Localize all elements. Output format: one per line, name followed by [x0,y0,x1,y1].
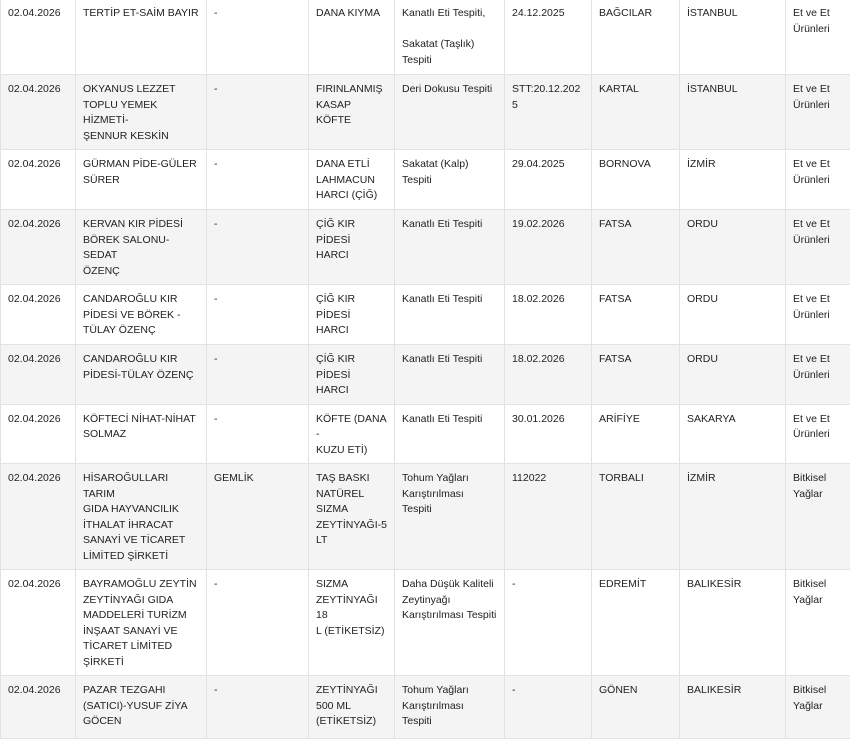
date-cell-text: 02.04.2026 [8,6,69,22]
batch-cell-text: 30.01.2026 [512,412,585,428]
product-group-cell-text: Bitkisel Yağlar [793,471,844,502]
batch-cell [505,404,592,464]
brand-cell-text: - [214,352,302,368]
batch-cell [505,676,592,739]
product-cell [309,0,395,75]
city-cell [680,210,786,285]
table-row [1,285,850,345]
batch-cell [505,285,592,345]
product-group-cell [786,0,850,75]
district-cell-text: FATSA [599,352,673,368]
date-cell [1,285,76,345]
table-row [1,464,850,570]
product-group-cell [786,285,850,345]
brand-cell [207,570,309,676]
date-cell [1,210,76,285]
date-cell-text: 02.04.2026 [8,412,69,428]
violation-cell [395,285,505,345]
violation-cell [395,345,505,405]
district-cell-text: ARİFİYE [599,412,673,428]
product-cell [309,676,395,739]
company-cell [76,345,207,405]
city-cell-text: İZMİR [687,471,779,487]
city-cell-text: ORDU [687,352,779,368]
product-group-cell [786,404,850,464]
brand-cell [207,676,309,739]
company-cell-text: GÜRMAN PİDE-GÜLER SÜRER [83,157,200,188]
district-cell [592,0,680,75]
product-cell [309,464,395,570]
product-group-cell-text: Bitkisel Yağlar [793,577,844,608]
table-row [1,404,850,464]
product-group-cell-text: Bitkisel Yağlar [793,683,844,714]
city-cell-text: ORDU [687,292,779,308]
product-cell [309,404,395,464]
city-cell-text: İSTANBUL [687,82,779,98]
date-cell [1,676,76,739]
violation-cell [395,150,505,210]
district-cell [592,404,680,464]
date-cell [1,464,76,570]
district-cell-text: GÖNEN [599,683,673,699]
violation-cell-text: Tohum Yağları Karıştırılması Tespiti [402,471,498,518]
company-cell-text: PAZAR TEZGAHI (SATICI)-YUSUF ZİYA GÖCEN [83,683,200,730]
batch-cell-text: - [512,683,585,699]
company-cell-text: HİSAROĞULLARI TARIM GIDA HAYVANCILIK İTHALAT İHRACAT SANAYİ VE TİCARET LİMİTED ŞİRKETİ [83,471,200,564]
batch-cell [505,210,592,285]
city-cell [680,345,786,405]
product-cell [309,285,395,345]
table-row [1,210,850,285]
district-cell [592,676,680,739]
batch-cell [505,464,592,570]
company-cell [76,404,207,464]
product-group-cell-text: Et ve Et Ürünleri [793,6,844,37]
brand-cell-text: - [214,577,302,593]
table-body [1,0,850,739]
city-cell [680,150,786,210]
product-cell-text: DANA ETLİ LAHMACUN HARCI (ÇİĞ) [316,157,388,204]
date-cell [1,150,76,210]
product-cell-text: ÇİĞ KIR PİDESİ HARCI [316,292,388,339]
brand-cell-text: GEMLİK [214,471,302,487]
product-group-cell-text: Et ve Et Ürünleri [793,217,844,248]
brand-cell [207,464,309,570]
date-cell [1,345,76,405]
district-cell-text: TORBALI [599,471,673,487]
batch-cell-text: STT:20.12.2025 [512,82,585,113]
city-cell [680,464,786,570]
violation-cell-text: Kanatlı Eti Tespiti, Sakatat (Taşlık) Tespiti [402,6,498,68]
violation-cell [395,570,505,676]
brand-cell-text: - [214,6,302,22]
district-cell [592,570,680,676]
violation-cell-text: Sakatat (Kalp) Tespiti [402,157,498,188]
company-cell [76,570,207,676]
batch-cell [505,0,592,75]
city-cell [680,0,786,75]
product-group-cell [786,676,850,739]
table-row [1,676,850,739]
violation-cell [395,210,505,285]
district-cell [592,210,680,285]
product-cell-text: TAŞ BASKI NATÜREL SIZMA ZEYTİNYAĞI-5 LT [316,471,388,549]
table-row [1,345,850,405]
date-cell-text: 02.04.2026 [8,577,69,593]
product-cell-text: SIZMA ZEYTİNYAĞI 18 L (ETİKETSİZ) [316,577,388,639]
company-cell-text: TERTİP ET-SAİM BAYIR [83,6,200,22]
district-cell-text: BORNOVA [599,157,673,173]
brand-cell-text: - [214,412,302,428]
batch-cell [505,75,592,150]
brand-cell-text: - [214,82,302,98]
batch-cell-text: - [512,577,585,593]
product-cell [309,345,395,405]
table-row [1,570,850,676]
product-cell [309,150,395,210]
city-cell [680,676,786,739]
city-cell [680,75,786,150]
company-cell-text: KERVAN KIR PİDESİ BÖREK SALONU-SEDAT ÖZENÇ [83,217,200,279]
date-cell [1,570,76,676]
batch-cell-text: 112022 [512,471,585,487]
product-group-cell [786,210,850,285]
batch-cell-text: 18.02.2026 [512,292,585,308]
brand-cell [207,210,309,285]
date-cell-text: 02.04.2026 [8,471,69,487]
product-cell-text: FIRINLANMIŞ KASAP KÖFTE [316,82,388,129]
product-cell [309,210,395,285]
product-group-cell [786,75,850,150]
batch-cell-text: 18.02.2026 [512,352,585,368]
district-cell [592,345,680,405]
product-cell-text: ÇİĞ KIR PİDESİ HARCI [316,217,388,264]
city-cell-text: SAKARYA [687,412,779,428]
batch-cell-text: 19.02.2026 [512,217,585,233]
brand-cell-text: - [214,292,302,308]
product-group-cell-text: Et ve Et Ürünleri [793,412,844,443]
batch-cell [505,570,592,676]
city-cell-text: BALIKESİR [687,683,779,699]
batch-cell-text: 29.04.2025 [512,157,585,173]
district-cell-text: BAĞCILAR [599,6,673,22]
city-cell-text: BALIKESİR [687,577,779,593]
product-cell-text: DANA KIYMA [316,6,388,22]
company-cell [76,0,207,75]
district-cell [592,150,680,210]
product-cell [309,570,395,676]
batch-cell [505,150,592,210]
violation-cell [395,676,505,739]
brand-cell [207,0,309,75]
product-cell-text: ZEYTİNYAĞI 500 ML (ETİKETSİZ) [316,683,388,730]
brand-cell [207,150,309,210]
product-group-cell [786,345,850,405]
city-cell-text: İZMİR [687,157,779,173]
district-cell-text: KARTAL [599,82,673,98]
date-cell [1,404,76,464]
product-group-cell-text: Et ve Et Ürünleri [793,157,844,188]
company-cell-text: BAYRAMOĞLU ZEYTİN ZEYTİNYAĞI GIDA MADDELERİ TURİZM İNŞAAT SANAYİ VE TİCARET LİMİTED ŞİRKETİ [83,577,200,670]
city-cell-text: İSTANBUL [687,6,779,22]
violation-cell [395,464,505,570]
city-cell [680,570,786,676]
district-cell [592,285,680,345]
violation-cell-text: Daha Düşük Kaliteli Zeytinyağı Karıştırılması Tespiti [402,577,498,624]
violation-cell-text: Kanatlı Eti Tespiti [402,412,498,428]
product-cell-text: KÖFTE (DANA - KUZU ETİ) [316,412,388,459]
date-cell-text: 02.04.2026 [8,157,69,173]
violation-cell-text: Kanatlı Eti Tespiti [402,352,498,368]
district-cell-text: EDREMİT [599,577,673,593]
brand-cell-text: - [214,683,302,699]
violation-cell [395,75,505,150]
brand-cell [207,345,309,405]
product-cell [309,75,395,150]
company-cell [76,150,207,210]
company-cell [76,676,207,739]
product-group-cell [786,150,850,210]
city-cell [680,285,786,345]
company-cell-text: KÖFTECİ NİHAT-NİHAT SOLMAZ [83,412,200,443]
date-cell [1,0,76,75]
brand-cell [207,75,309,150]
brand-cell-text: - [214,157,302,173]
brand-cell-text: - [214,217,302,233]
product-group-cell [786,570,850,676]
batch-cell [505,345,592,405]
violation-cell [395,0,505,75]
company-cell-text: OKYANUS LEZZET TOPLU YEMEK HİZMETİ- ŞENNUR KESKİN [83,82,200,144]
violation-cell-text: Kanatlı Eti Tespiti [402,217,498,233]
date-cell-text: 02.04.2026 [8,683,69,699]
city-cell [680,404,786,464]
city-cell-text: ORDU [687,217,779,233]
violation-cell [395,404,505,464]
date-cell-text: 02.04.2026 [8,292,69,308]
district-cell-text: FATSA [599,292,673,308]
district-cell-text: FATSA [599,217,673,233]
table-row [1,0,850,75]
brand-cell [207,404,309,464]
district-cell [592,75,680,150]
company-cell-text: CANDAROĞLU KIR PİDESİ VE BÖREK - TÜLAY ÖZENÇ [83,292,200,339]
product-group-cell-text: Et ve Et Ürünleri [793,292,844,323]
company-cell [76,285,207,345]
product-group-cell-text: Et ve Et Ürünleri [793,82,844,113]
product-group-cell [786,464,850,570]
date-cell-text: 02.04.2026 [8,82,69,98]
date-cell-text: 02.04.2026 [8,352,69,368]
violation-cell-text: Tohum Yağları Karıştırılması Tespiti [402,683,498,730]
batch-cell-text: 24.12.2025 [512,6,585,22]
date-cell-text: 02.04.2026 [8,217,69,233]
date-cell [1,75,76,150]
product-cell-text: ÇİĞ KIR PİDESİ HARCI [316,352,388,399]
company-cell [76,210,207,285]
table-row [1,150,850,210]
district-cell [592,464,680,570]
violation-cell-text: Deri Dokusu Tespiti [402,82,498,98]
company-cell [76,464,207,570]
table-row [1,75,850,150]
brand-cell [207,285,309,345]
company-cell-text: CANDAROĞLU KIR PİDESİ-TÜLAY ÖZENÇ [83,352,200,383]
company-cell [76,75,207,150]
product-group-cell-text: Et ve Et Ürünleri [793,352,844,383]
violation-cell-text: Kanatlı Eti Tespiti [402,292,498,308]
